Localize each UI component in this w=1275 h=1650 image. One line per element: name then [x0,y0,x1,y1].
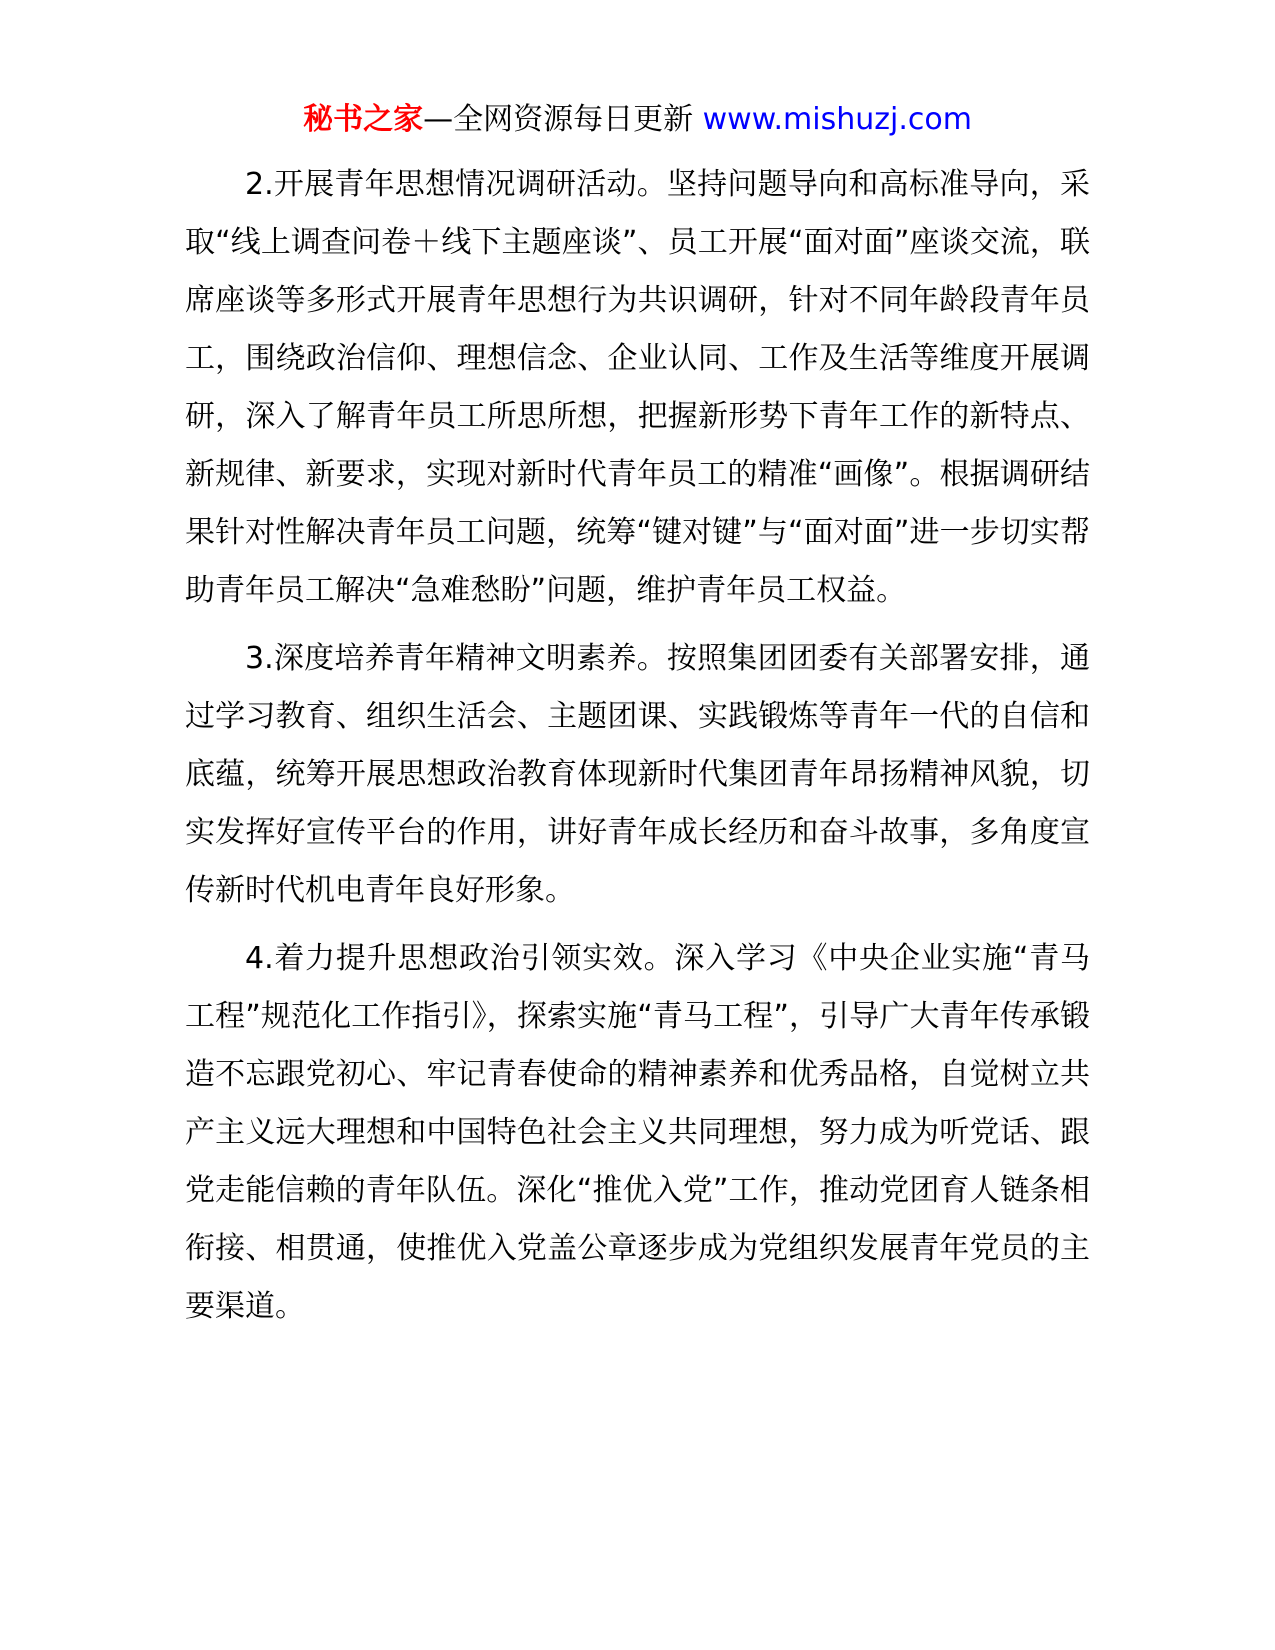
paragraph-2-youth-research: 2.开展青年思想情况调研活动。坚持问题导向和高标准导向，采取“线上调查问卷＋线下主题座谈”、员工开展“面对面”座谈交流，联席座谈等多形式开展青年思想行为共识调研，针对不同年龄段青年员工，围绕政治信仰、理想信念、企业认同、工作及生活等维度开展调研，深入了解青年员工所思所想，把握新形势下青年工作的新特点、新规律、新要求，实现对新时代青年员工的精准“画像”。根据调研结果针对性解决青年员工问题，统筹“键对键”与“面对面”进一步切实帮助青年员工解决“急难愁盼”问题，维护青年员工权益。 [185,167,1090,608]
site-tagline: —全网资源每日更新 [423,102,694,137]
paragraph-3-spiritual-civilization: 3.深度培养青年精神文明素养。按照集团团委有关部署安排，通过学习教育、组织生活会、主题团课、实践锻炼等青年一代的自信和底蕴，统筹开展思想政治教育体现新时代集团青年昂扬精神风貌，切实发挥好宣传平台的作用，讲好青年成长经历和奋斗故事，多角度宣传新时代机电青年良好形象。 [185,641,1090,908]
site-url-link[interactable]: www.mishuzj.com [702,102,972,137]
site-brand: 秘书之家 [303,102,424,137]
paragraph-4-political-guidance: 4.着力提升思想政治引领实效。深入学习《中央企业实施“青马工程”规范化工作指引》，探索实施“青马工程”，引导广大青年传承锻造不忘跟党初心、牢记青春使命的精神素养和优秀品格，自觉树立共产主义远大理想和中国特色社会主义共同理想，努力成为听党话、跟党走能信赖的青年队伍。深化“推优入党”工作，推动党团育人链条相衔接、相贯通，使推优入党盖公章逐步成为党组织发展青年党员的主要渠道。 [185,941,1090,1324]
document-body [185,156,1090,1346]
site-header [0,100,1275,140]
